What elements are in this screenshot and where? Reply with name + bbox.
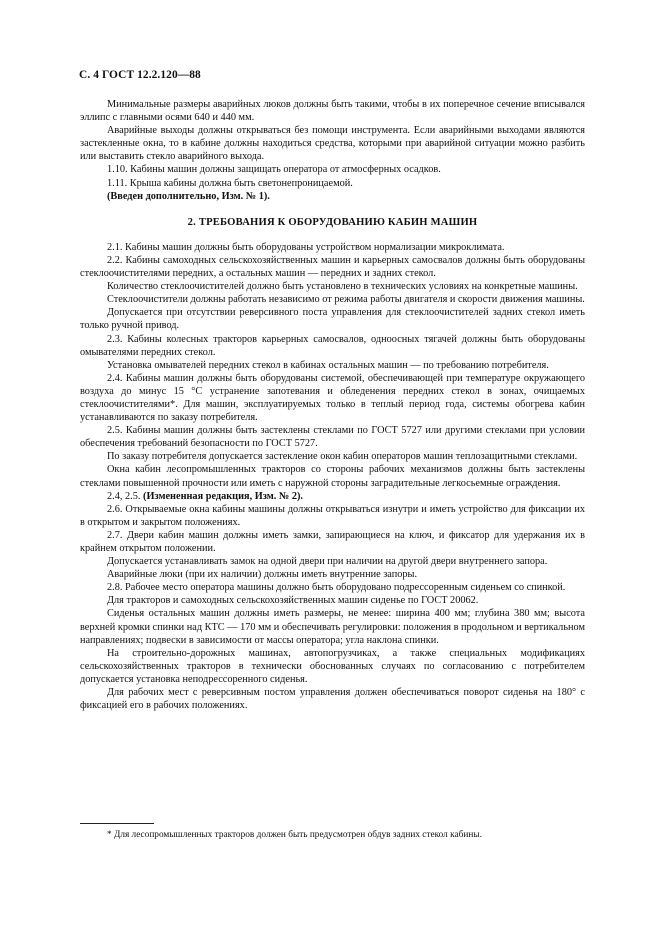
page-header: С. 4 ГОСТ 12.2.120—88: [79, 69, 201, 81]
paragraph: По заказу потребителя допускается застекление окон кабин операторов машин теплозащитными стеклами.: [107, 451, 578, 463]
paragraph: Количество стеклоочистителей должно быть установлено в технических условиях на конкретные машины.: [107, 281, 578, 293]
amendment-line: [80, 490, 585, 503]
paragraph: Сиденья остальных машин должны иметь размеры, не менее: ширина 400 мм; глубина 380 мм; высота верхней кромки спинки над КТС — 170 мм и обеспечивать регулировки: положения в продольном и вертикальном направлениях; подвески в зависимости от массы оператора; угла наклона спинки.: [80, 608, 585, 646]
section-title: 2. ТРЕБОВАНИЯ К ОБОРУДОВАНИЮ КАБИН МАШИН: [187, 216, 478, 228]
paragraph: Окна кабин лесопромышленных тракторов со стороны рабочих механизмов должны быть застеклены стеклами повышенной прочности или иметь с наружной стороны заградительные легкосьемные ограждения.: [80, 464, 585, 489]
paragraph: 2.1. Кабины машин должны быть оборудованы устройством нормализации микроклимата.: [107, 241, 505, 253]
amendment-prefix: 2.4, 2.5.: [107, 490, 144, 502]
footnote-divider: [80, 823, 154, 824]
amendment-note: (Введен дополнительно, Изм. № 1).: [107, 190, 270, 202]
paragraph: 2.7. Двери кабин машин должны иметь замки, запирающиеся на ключ, и фиксатор для удержания их в крайнем открытом положении.: [80, 529, 585, 554]
paragraph: 2.6. Открываемые окна кабины машины должны открываться изнутри и иметь устройство для фиксации их в открытом и закрытом положениях.: [80, 503, 585, 528]
paragraph: 1.10. Кабины машин должны защищать оператора от атмосферных осадков.: [107, 164, 441, 176]
paragraph: Аварийные выходы должны открываться без помощи инструмента. Если аварийными выходами являются застекленные окна, то в кабине должны находиться средства, которыми при аварийной ситуации можно разбить или выставить стекло аварийного выхода.: [80, 125, 585, 163]
paragraph: 2.5. Кабины машин должны быть застеклены стеклами по ГОСТ 5727 или другими стеклами при условии обеспечения требований безопасности по ГОСТ 5727.: [80, 425, 585, 450]
paragraph: Допускается устанавливать замок на одной двери при наличии на другой двери внутреннего запора.: [107, 556, 548, 568]
paragraph: 1.11. Крыша кабины должна быть светонепроницаемой.: [107, 177, 353, 189]
document-body: [80, 98, 585, 712]
amendment-note: (Измененная редакция, Изм. № 2).: [143, 490, 303, 502]
paragraph: Допускается при отсутствии реверсивного поста управления для стеклоочистителей задних стекол иметь только ручной привод.: [80, 307, 585, 332]
paragraph: Для рабочих мест с реверсивным постом управления должен обеспечиваться поворот сиденья на 180° с фиксацией его в рабочих положениях.: [80, 687, 585, 712]
paragraph: Для тракторов и самоходных сельскохозяйственных машин сиденье по ГОСТ 20062.: [107, 595, 479, 607]
paragraph: Установка омывателей передних стекол в кабинах остальных машин — по требованию потребителя.: [107, 359, 549, 371]
paragraph: 2.3. Кабины колесных тракторов карьерных самосвалов, одноосных тягачей должны быть оборудованы омывателями передних стекол.: [80, 333, 585, 358]
paragraph: 2.2. Кабины самоходных сельскохозяйственных машин и карьерных самосвалов должны быть оборудованы стеклоочистителями передних, а остальных машин — передних и задних стекол.: [80, 254, 585, 280]
footnote: * Для лесопромышленных тракторов должен быть предусмотрен обдув задних стекол кабины.: [107, 830, 482, 840]
paragraph: 2.8. Рабочее место оператора машины должно быть оборудовано подрессоренным сиденьем со спинкой.: [107, 582, 566, 594]
paragraph: 2.4. Кабины машин должны быть оборудованы системой, обеспечивающей при температуре окружающего воздуха до минус 15 °С устранение запотевания и обледенения передних стекол в зонах, очищаемых стеклоочистителями*. Для машин, эксплуатируемых только в теплый период года, системы обогрева кабин устанавливаются по заказу потребителя.: [80, 372, 585, 424]
paragraph: Стеклоочистители должны работать независимо от режима работы двигателя и скорости движения машины.: [107, 294, 585, 306]
paragraph: Минимальные размеры аварийных люков должны быть такими, чтобы в их поперечное сечение вписывался эллипс с главными осями 640 и 440 мм.: [80, 99, 585, 124]
paragraph: Аварийные люки (при их наличии) должны иметь внутренние запоры.: [107, 569, 418, 581]
paragraph: На строительно-дорожных машинах, автопогрузчиках, а также специальных модификациях сельскохозяйственных тракторов в технически обоснованных случаях по согласованию с потребителем допускается установка неподрессоренного сиденья.: [80, 647, 585, 685]
